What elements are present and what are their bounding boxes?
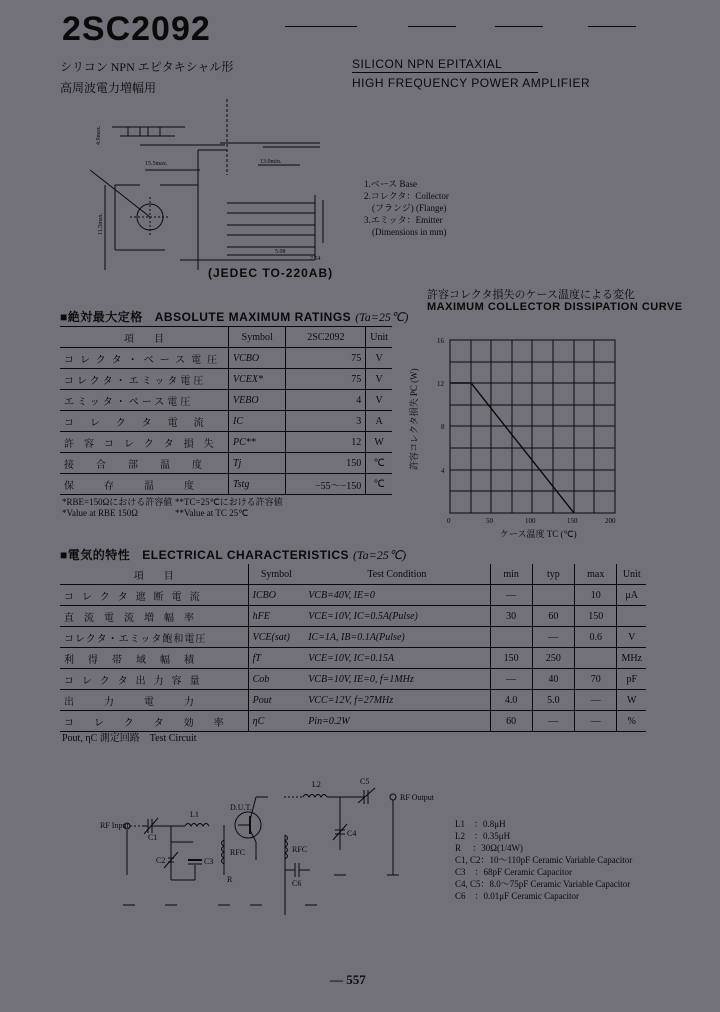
package-outline-drawing bbox=[90, 95, 360, 275]
header-rule bbox=[588, 26, 636, 27]
part-l2: L2 ：0.35μH bbox=[455, 831, 511, 841]
pin-flange: (フランジ) (Flange) bbox=[372, 203, 447, 213]
parts-list bbox=[455, 818, 632, 902]
x-tick: 150 bbox=[567, 517, 578, 525]
circuit-dut-label: D.U.T. bbox=[230, 803, 252, 812]
table-row: コレクタ電流 IC 3 A bbox=[60, 411, 392, 432]
elec-heading: ■電気的特性 ELECTRICAL CHARACTERISTICS (Ta=25℃) bbox=[60, 548, 407, 562]
table-row: コレクタ・エミッタ飽和電圧 VCE(sat) IC=1A, IB=0.1A(Pulse) — 0.6 V bbox=[60, 627, 646, 648]
table-row: コレクタ出力容量 Cob VCB=10V, IE=0, f=1MHz — 40 70 pF bbox=[60, 669, 646, 690]
table-row: 保存温度 Tstg −55～−150 ℃ bbox=[60, 474, 392, 495]
header-rule bbox=[352, 72, 538, 73]
jp-device-type: シリコン NPN エピタキシャル形 bbox=[60, 60, 234, 74]
dimensions-unit: (Dimensions in mm) bbox=[372, 227, 447, 237]
dim-label: 11.5max. bbox=[98, 212, 104, 235]
package-caption: (JEDEC TO-220AB) bbox=[208, 266, 334, 280]
test-circuit-schematic bbox=[90, 770, 440, 915]
en-device-type: SILICON NPN EPITAXIAL bbox=[352, 57, 503, 71]
circuit-rfc2-label: RFC bbox=[292, 845, 308, 854]
circuit-c3-label: C3 bbox=[204, 857, 214, 866]
circuit-output-label: RF Output bbox=[400, 793, 435, 802]
header-rule bbox=[285, 26, 357, 27]
circuit-l2-label: L2 bbox=[312, 780, 321, 789]
part-c3: C3 ：68pF Ceramic Capacitor bbox=[455, 867, 572, 877]
part-l1: L1 ：0.8μH bbox=[455, 819, 506, 829]
table-row: 出力電力 Pout VCC=12V, f=27MHz 4.0 5.0 — W bbox=[60, 690, 646, 711]
y-tick: 4 bbox=[441, 467, 445, 475]
curve-title-jp: 許容コレクタ損失のケース温度による変化 bbox=[427, 289, 636, 301]
abs-max-heading: ■絶対最大定格 ABSOLUTE MAXIMUM RATINGS (Ta=25℃) bbox=[60, 310, 409, 324]
chart-y-label: 許容コレクタ損失 PC (W) bbox=[409, 368, 419, 470]
dissipation-chart bbox=[425, 330, 625, 530]
part-c1-c2: C1, C2：10～110pF Ceramic Variable Capacitor bbox=[455, 855, 633, 865]
abs-max-table bbox=[60, 326, 392, 495]
table-row: 許容コレクタ損失 PC** 12 W bbox=[60, 432, 392, 453]
table-row: コレクタ・エミッタ電圧 VCEX* 75 V bbox=[60, 369, 392, 390]
y-tick: 12 bbox=[437, 380, 444, 388]
circuit-c5-label: C5 bbox=[360, 777, 370, 786]
table-row: 直流電流増幅率 hFE VCE=10V, IC=0.5A(Pulse) 30 60 150 bbox=[60, 606, 646, 627]
abs-max-note-jp-2: **TC=25℃における許容値 bbox=[175, 497, 283, 507]
table-row: エミッタ・ベース電圧 VEBO 4 V bbox=[60, 390, 392, 411]
abs-max-note-en-2: **Value at TC 25℃ bbox=[175, 508, 249, 518]
pin-base: 1.ベース Base bbox=[364, 179, 418, 189]
y-tick: 8 bbox=[441, 423, 445, 431]
table-row: コレクタ効率 ηC Pin=0.2W 60 — — % bbox=[60, 711, 646, 732]
circuit-c2-label: C2 bbox=[156, 856, 166, 865]
x-tick: 50 bbox=[486, 517, 493, 525]
pin-emitter: 3.エミッタ：Emitter bbox=[364, 215, 443, 225]
y-tick: 16 bbox=[437, 337, 444, 345]
table-row: 利得帯域幅積 fT VCE=10V, IC=0.15A 150 250 MHz bbox=[60, 648, 646, 669]
elec-table bbox=[60, 564, 646, 732]
x-tick: 200 bbox=[605, 517, 616, 525]
circuit-c4-label: C4 bbox=[347, 829, 357, 838]
dim-label: 13.0min. bbox=[260, 159, 282, 165]
chart-x-label: ケース温度 TC (℃) bbox=[500, 529, 577, 539]
en-device-use: HIGH FREQUENCY POWER AMPLIFIER bbox=[352, 76, 591, 90]
pin-collector: 2.コレクタ：Collector bbox=[364, 191, 449, 201]
circuit-input-label: RF Input bbox=[100, 821, 129, 830]
dim-label: 15.5max. bbox=[145, 161, 168, 167]
abs-max-note-en-1: *Value at RBE 150Ω bbox=[62, 508, 138, 518]
dim-label: 4.9max. bbox=[96, 125, 102, 145]
part-c6: C6 ：0.01μF Ceramic Capacitor bbox=[455, 891, 580, 901]
header-rule bbox=[408, 26, 456, 27]
dim-label: 5.08 bbox=[275, 249, 286, 255]
pin-legend bbox=[364, 178, 449, 238]
part-number-title: 2SC2092 bbox=[62, 10, 211, 48]
abs-max-note-jp-1: *RBE=150Ωにおける許容値 bbox=[62, 497, 173, 507]
circuit-c6-label: C6 bbox=[292, 879, 302, 888]
x-tick: 0 bbox=[447, 517, 451, 525]
part-r: R ：30Ω(1/4W) bbox=[455, 843, 523, 853]
table-header-row: 項 目 Symbol Test Condition min typ max Unit bbox=[60, 564, 646, 585]
circuit-l1-label: L1 bbox=[190, 810, 199, 819]
jp-device-use: 高周波電力増幅用 bbox=[60, 81, 157, 95]
dim-label: 2.54 bbox=[310, 256, 321, 262]
curve-title-en: MAXIMUM COLLECTOR DISSIPATION CURVE bbox=[427, 301, 683, 313]
circuit-r-label: R bbox=[227, 875, 233, 884]
table-row: コレクタ・ベース電圧 VCBO 75 V bbox=[60, 348, 392, 369]
table-header-row: 項 目 Symbol 2SC2092 Unit bbox=[60, 327, 392, 348]
test-circuit-label: Pout, ηC 測定回路 Test Circuit bbox=[62, 733, 197, 744]
header-rule bbox=[495, 26, 543, 27]
circuit-c1-label: C1 bbox=[148, 833, 158, 842]
table-row: 接合部温度 Tj 150 ℃ bbox=[60, 453, 392, 474]
x-tick: 100 bbox=[525, 517, 536, 525]
part-c4-c5: C4, C5：8.0～75pF Ceramic Variable Capacitor bbox=[455, 879, 631, 889]
circuit-rfc1-label: RFC bbox=[230, 848, 246, 857]
page-number: — 557 bbox=[330, 972, 366, 987]
table-row: コレクタ遮断電流 ICBO VCB=40V, IE=0 — 10 μA bbox=[60, 585, 646, 606]
